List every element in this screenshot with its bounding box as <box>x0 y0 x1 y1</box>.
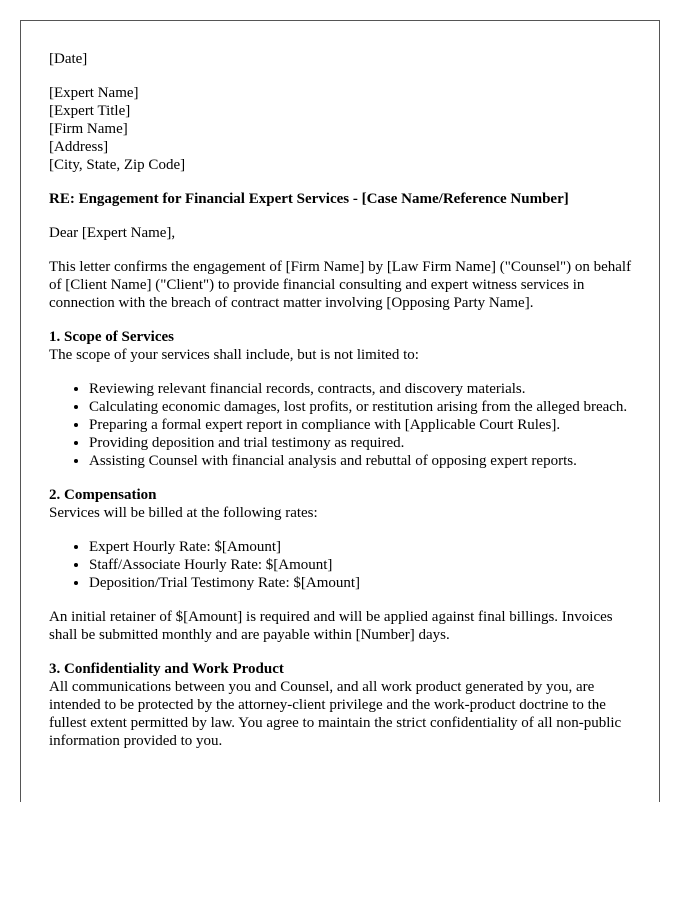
retainer-paragraph: An initial retainer of $[Amount] is required and will be applied against final billings. Invoices shall be submitted monthly and are payable within [Number] days. <box>49 609 613 643</box>
list-item: • Deposition/Trial Testimony Rate: $[Amount] <box>89 574 635 592</box>
compensation-section <box>49 486 635 644</box>
compensation-lead: Services will be billed at the following rates: <box>49 505 318 521</box>
rates-list <box>49 538 635 592</box>
confidentiality-section <box>49 660 635 750</box>
recipient-title: [Expert Title] <box>49 103 131 119</box>
scope-section <box>49 328 635 470</box>
list-item: • Staff/Associate Hourly Rate: $[Amount] <box>89 556 635 574</box>
scope-heading: 1. Scope of Services <box>49 329 174 345</box>
list-item: • Calculating economic damages, lost profits, or restitution arising from the alleged breach. <box>89 398 635 416</box>
confidentiality-heading: 3. Confidentiality and Work Product <box>49 661 284 677</box>
salutation: Dear [Expert Name], <box>49 225 176 241</box>
scope-lead: The scope of your services shall include, but is not limited to: <box>49 347 419 363</box>
recipient-city-state-zip: [City, State, Zip Code] <box>49 157 186 173</box>
recipient-address-block <box>49 84 635 174</box>
scope-list <box>49 380 635 470</box>
list-item: • Assisting Counsel with financial analysis and rebuttal of opposing expert reports. <box>89 452 635 470</box>
recipient-firm: [Firm Name] <box>49 121 128 137</box>
confidentiality-paragraph: All communications between you and Counsel, and all work product generated by you, are intended to be protected by the attorney-client privilege and the work-product doctrine to the fullest extent permitted by law. You agree to maintain the strict confidentiality of all non-public information provided to you. <box>49 679 622 749</box>
list-item: • Providing deposition and trial testimony as required. <box>89 434 635 452</box>
recipient-name: [Expert Name] <box>49 85 139 101</box>
letter-content <box>49 50 635 766</box>
letter-page <box>20 20 660 802</box>
list-item: • Preparing a formal expert report in compliance with [Applicable Court Rules]. <box>89 416 635 434</box>
letter-date: [Date] <box>49 51 88 67</box>
subject-line: RE: Engagement for Financial Expert Services - [Case Name/Reference Number] <box>49 191 569 207</box>
recipient-street: [Address] <box>49 139 109 155</box>
list-item: • Expert Hourly Rate: $[Amount] <box>89 538 635 556</box>
list-item: • Reviewing relevant financial records, contracts, and discovery materials. <box>89 380 635 398</box>
intro-paragraph: This letter confirms the engagement of [Firm Name] by [Law Firm Name] ("Counsel") on behalf of [Client Name] ("Client") to provide financial consulting and expert witness services in connection with the breach of contract matter involving [Opposing Party Name]. <box>49 259 632 311</box>
compensation-heading: 2. Compensation <box>49 487 157 503</box>
